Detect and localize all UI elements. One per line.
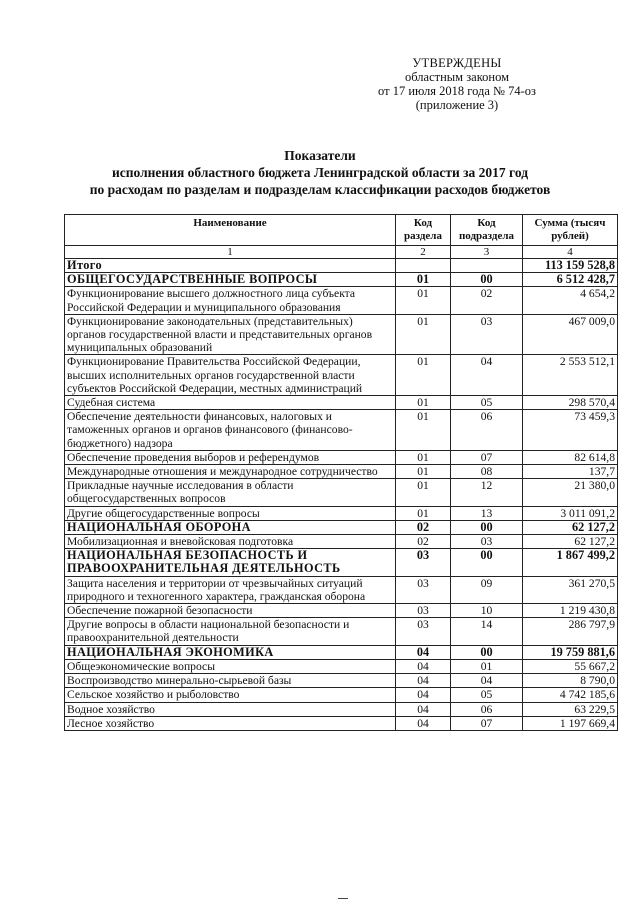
table-row — [65, 273, 618, 287]
row-name: Защита населения и территории от чрезвычайных ситуаций природного и техногенного характера, гражданская оборона — [65, 576, 396, 603]
row-sum: 73 459,3 — [523, 410, 618, 451]
table-row — [65, 659, 618, 673]
row-section-code — [396, 259, 451, 273]
row-name: Международные отношения и международное сотрудничество — [65, 465, 396, 479]
row-name: НАЦИОНАЛЬНАЯ ОБОРОНА — [65, 520, 396, 534]
row-sum: 1 197 669,4 — [523, 716, 618, 730]
row-sum: 8 790,0 — [523, 674, 618, 688]
table-header-row — [65, 215, 618, 246]
title-line-1: Показатели — [284, 148, 356, 163]
row-name: Прикладные научные исследования в области общегосударственных вопросов — [65, 479, 396, 506]
row-subsection-code: 10 — [451, 604, 523, 618]
row-sum: 113 159 528,8 — [523, 259, 618, 273]
row-name: Сельское хозяйство и рыболовство — [65, 688, 396, 702]
row-section-code: 04 — [396, 674, 451, 688]
row-section-code: 01 — [396, 287, 451, 314]
row-name: Функционирование Правительства Российской Федерации, высших исполнительных органов государственной власти субъектов Российской Федерации, местных администраций — [65, 355, 396, 396]
table-row — [65, 465, 618, 479]
row-section-code: 03 — [396, 618, 451, 645]
row-sum: 62 127,2 — [523, 535, 618, 549]
row-sum: 1 867 499,2 — [523, 549, 618, 576]
row-name: ОБЩЕГОСУДАРСТВЕННЫЕ ВОПРОСЫ — [65, 273, 396, 287]
table-row — [65, 604, 618, 618]
table-row — [65, 314, 618, 355]
row-subsection-code: 00 — [451, 645, 523, 659]
table-row — [65, 259, 618, 273]
table-row — [65, 506, 618, 520]
approval-appendix: (приложение 3) — [415, 98, 499, 112]
row-section-code: 03 — [396, 604, 451, 618]
row-subsection-code: 07 — [451, 716, 523, 730]
row-section-code: 01 — [396, 465, 451, 479]
header-subsection-code: Код подраздела — [451, 215, 523, 246]
table-row — [65, 674, 618, 688]
row-subsection-code: 08 — [451, 465, 523, 479]
column-number: 3 — [451, 246, 523, 259]
row-subsection-code: 07 — [451, 450, 523, 464]
row-subsection-code: 00 — [451, 520, 523, 534]
header-section-code: Код раздела — [396, 215, 451, 246]
table-row — [65, 702, 618, 716]
row-section-code: 01 — [396, 410, 451, 451]
title-line-3: по расходам по разделам и подразделам классификации расходов бюджетов — [89, 182, 551, 197]
header-name: Наименование — [65, 215, 396, 246]
row-name: Функционирование законодательных (представительных) органов государственной власти и представительных органов муниципальных образований — [65, 314, 396, 355]
row-sum: 21 380,0 — [523, 479, 618, 506]
row-sum: 55 667,2 — [523, 659, 618, 673]
row-name: НАЦИОНАЛЬНАЯ ЭКОНОМИКА — [65, 645, 396, 659]
row-name: Функционирование высшего должностного лица субъекта Российской Федерации и муниципального образования — [65, 287, 396, 314]
row-subsection-code: 06 — [451, 410, 523, 451]
row-sum: 62 127,2 — [523, 520, 618, 534]
row-subsection-code: 05 — [451, 688, 523, 702]
row-name: Другие вопросы в области национальной безопасности и правоохранительной деятельности — [65, 618, 396, 645]
row-section-code: 03 — [396, 549, 451, 576]
table-row — [65, 410, 618, 451]
row-subsection-code: 04 — [451, 355, 523, 396]
row-sum: 467 009,0 — [523, 314, 618, 355]
row-sum: 1 219 430,8 — [523, 604, 618, 618]
approval-block — [372, 56, 542, 112]
row-subsection-code: 02 — [451, 287, 523, 314]
column-number-row — [65, 246, 618, 259]
row-section-code: 01 — [396, 396, 451, 410]
table-row — [65, 645, 618, 659]
row-section-code: 01 — [396, 314, 451, 355]
row-name: Мобилизационная и вневойсковая подготовка — [65, 535, 396, 549]
row-section-code: 04 — [396, 659, 451, 673]
row-section-code: 04 — [396, 688, 451, 702]
row-section-code: 03 — [396, 576, 451, 603]
table-row — [65, 355, 618, 396]
table-row — [65, 688, 618, 702]
table-row — [65, 535, 618, 549]
row-section-code: 01 — [396, 273, 451, 287]
table-row — [65, 716, 618, 730]
row-sum: 137,7 — [523, 465, 618, 479]
row-sum: 19 759 881,6 — [523, 645, 618, 659]
approval-heading: УТВЕРЖДЕНЫ — [412, 56, 502, 70]
row-name: Общеэкономические вопросы — [65, 659, 396, 673]
column-number: 1 — [65, 246, 396, 259]
row-subsection-code: 06 — [451, 702, 523, 716]
row-subsection-code: 04 — [451, 674, 523, 688]
row-section-code: 04 — [396, 645, 451, 659]
row-sum: 298 570,4 — [523, 396, 618, 410]
title-line-2: исполнения областного бюджета Ленинградской области за 2017 год — [111, 165, 529, 180]
row-sum: 63 229,5 — [523, 702, 618, 716]
row-name: Судебная система — [65, 396, 396, 410]
row-name: Обеспечение пожарной безопасности — [65, 604, 396, 618]
row-section-code: 04 — [396, 716, 451, 730]
row-sum: 4 654,2 — [523, 287, 618, 314]
column-number: 2 — [396, 246, 451, 259]
row-sum: 361 270,5 — [523, 576, 618, 603]
row-subsection-code: 00 — [451, 549, 523, 576]
row-name: Другие общегосударственные вопросы — [65, 506, 396, 520]
header-sum: Сумма (тысяч рублей) — [523, 215, 618, 246]
table-row — [65, 618, 618, 645]
table-row — [65, 576, 618, 603]
row-subsection-code: 03 — [451, 314, 523, 355]
row-subsection-code: 09 — [451, 576, 523, 603]
column-number: 4 — [523, 246, 618, 259]
row-sum: 3 011 091,2 — [523, 506, 618, 520]
row-subsection-code: 00 — [451, 273, 523, 287]
row-section-code: 04 — [396, 702, 451, 716]
row-section-code: 01 — [396, 506, 451, 520]
table-row — [65, 549, 618, 576]
row-subsection-code — [451, 259, 523, 273]
row-section-code: 01 — [396, 450, 451, 464]
row-section-code: 01 — [396, 355, 451, 396]
table-row — [65, 479, 618, 506]
row-name: Лесное хозяйство — [65, 716, 396, 730]
row-subsection-code: 12 — [451, 479, 523, 506]
row-subsection-code: 14 — [451, 618, 523, 645]
row-section-code: 02 — [396, 520, 451, 534]
row-name: Итого — [65, 259, 396, 273]
row-subsection-code: 05 — [451, 396, 523, 410]
row-section-code: 02 — [396, 535, 451, 549]
budget-table — [64, 214, 618, 731]
approval-law: областным законом — [404, 70, 509, 84]
row-sum: 4 742 185,6 — [523, 688, 618, 702]
table-row — [65, 287, 618, 314]
budget-table-body — [65, 259, 618, 731]
row-sum: 2 553 512,1 — [523, 355, 618, 396]
row-sum: 286 797,9 — [523, 618, 618, 645]
table-row — [65, 396, 618, 410]
table-row — [65, 520, 618, 534]
row-name: Воспроизводство минерально-сырьевой базы — [65, 674, 396, 688]
row-name: Водное хозяйство — [65, 702, 396, 716]
row-name: НАЦИОНАЛЬНАЯ БЕЗОПАСНОСТЬ И ПРАВООХРАНИТЕЛЬНАЯ ДЕЯТЕЛЬНОСТЬ — [65, 549, 396, 576]
row-section-code: 01 — [396, 479, 451, 506]
page-edge-mark — [338, 898, 348, 899]
row-subsection-code: 01 — [451, 659, 523, 673]
row-sum: 82 614,8 — [523, 450, 618, 464]
document-title — [40, 147, 600, 198]
row-subsection-code: 03 — [451, 535, 523, 549]
row-name: Обеспечение деятельности финансовых, налоговых и таможенных органов и органов финансового (финансово-бюджетного) надзора — [65, 410, 396, 451]
row-sum: 6 512 428,7 — [523, 273, 618, 287]
table-row — [65, 450, 618, 464]
row-name: Обеспечение проведения выборов и референдумов — [65, 450, 396, 464]
approval-date: от 17 июля 2018 года № 74-оз — [378, 84, 536, 98]
row-subsection-code: 13 — [451, 506, 523, 520]
